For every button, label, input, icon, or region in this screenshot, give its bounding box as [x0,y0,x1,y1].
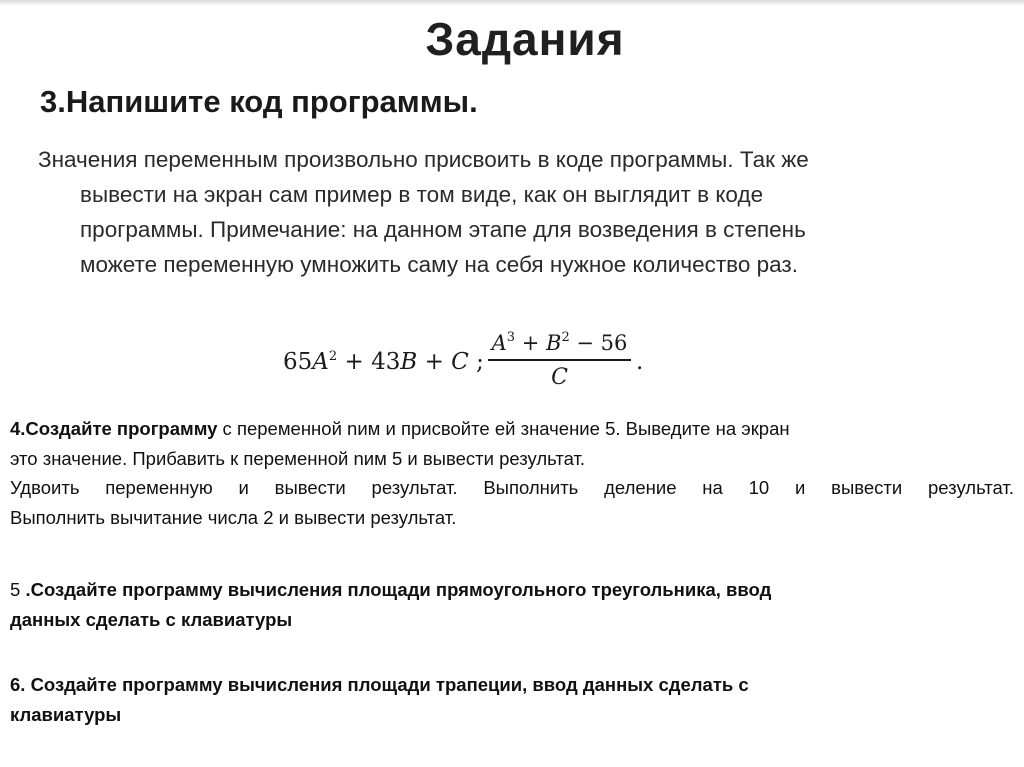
num-var-b: B [546,331,562,355]
formula-coef-43: + 43 [337,349,401,375]
num-var-a: A [491,331,507,355]
task6-block [10,670,1014,729]
task4-line-4: Выполнить вычитание числа 2 и вывести результат. [10,506,457,528]
formula-var-b: B [400,349,418,375]
formula-separator: ; [468,349,484,375]
num-power-3: 3 [506,330,516,345]
fraction-denominator [488,365,631,390]
task4-line-1-rest: с переменной nим и присвойте ей значение 5. Выведите на экран [217,418,790,439]
formula-var-a: A [312,349,329,375]
slide-top-shadow [0,0,1024,6]
task4-line-3: Удвоить переменную и вывести результат. Выполнить деление на 10 и вывести результат. [10,477,1014,498]
task5-line-2 [10,605,1014,635]
task5-block [10,575,1014,634]
formula-coef-65: 65 [283,349,313,375]
slide-title: Задания [425,13,625,65]
task5-line-1 [10,575,1014,605]
task5-heading-cont: данных сделать с клавиатуры [10,608,293,630]
task3-line-2: вывести на экран сам пример в том виде, как он выглядит в коде [80,182,764,207]
task5-heading: .Создайте программу вычисления площади прямоугольного треугольника, ввод [25,579,772,600]
task4-line-2: это значение. Прибавить к переменной nим 5 и вывести результат. [10,447,586,469]
task6-line-2 [10,700,1014,730]
task6-line-1 [10,670,1014,700]
formula-plus: + [417,349,452,375]
fraction-bar [488,359,631,361]
task3-description [38,142,983,282]
formula-fraction [488,330,631,390]
task3-line-1: Значения переменным произвольно присвоить в коде программы. Так же [38,147,809,172]
formula-power-2: 2 [328,349,338,364]
task4-block [10,414,1014,532]
math-formula [283,330,663,402]
num-minus-56: − 56 [569,331,628,355]
formula-var-c: C [451,349,469,375]
formula-polynomial [283,349,484,375]
task3-line-4: можете переменную умножить саму на себя нужное количество раз. [80,252,798,277]
task4-heading: 4.Создайте программу [10,418,218,439]
task6-heading: 6. Создайте программу вычисления площади трапеции, ввод данных сделать с [10,674,749,695]
fraction-numerator [488,330,631,355]
task4-line-1 [10,414,1014,444]
task3-heading: 3.Напишите код программы. [40,84,478,119]
task6-heading-cont: клавиатуры [10,703,122,725]
task3-line-3: программы. Примечание: на данном этапе для возведения в степень [80,217,806,242]
num-plus: + [515,331,546,355]
den-var-c: C [551,364,568,390]
task5-number: 5 [10,579,26,600]
num-power-2: 2 [561,330,570,345]
formula-end-dot: . [636,349,644,375]
